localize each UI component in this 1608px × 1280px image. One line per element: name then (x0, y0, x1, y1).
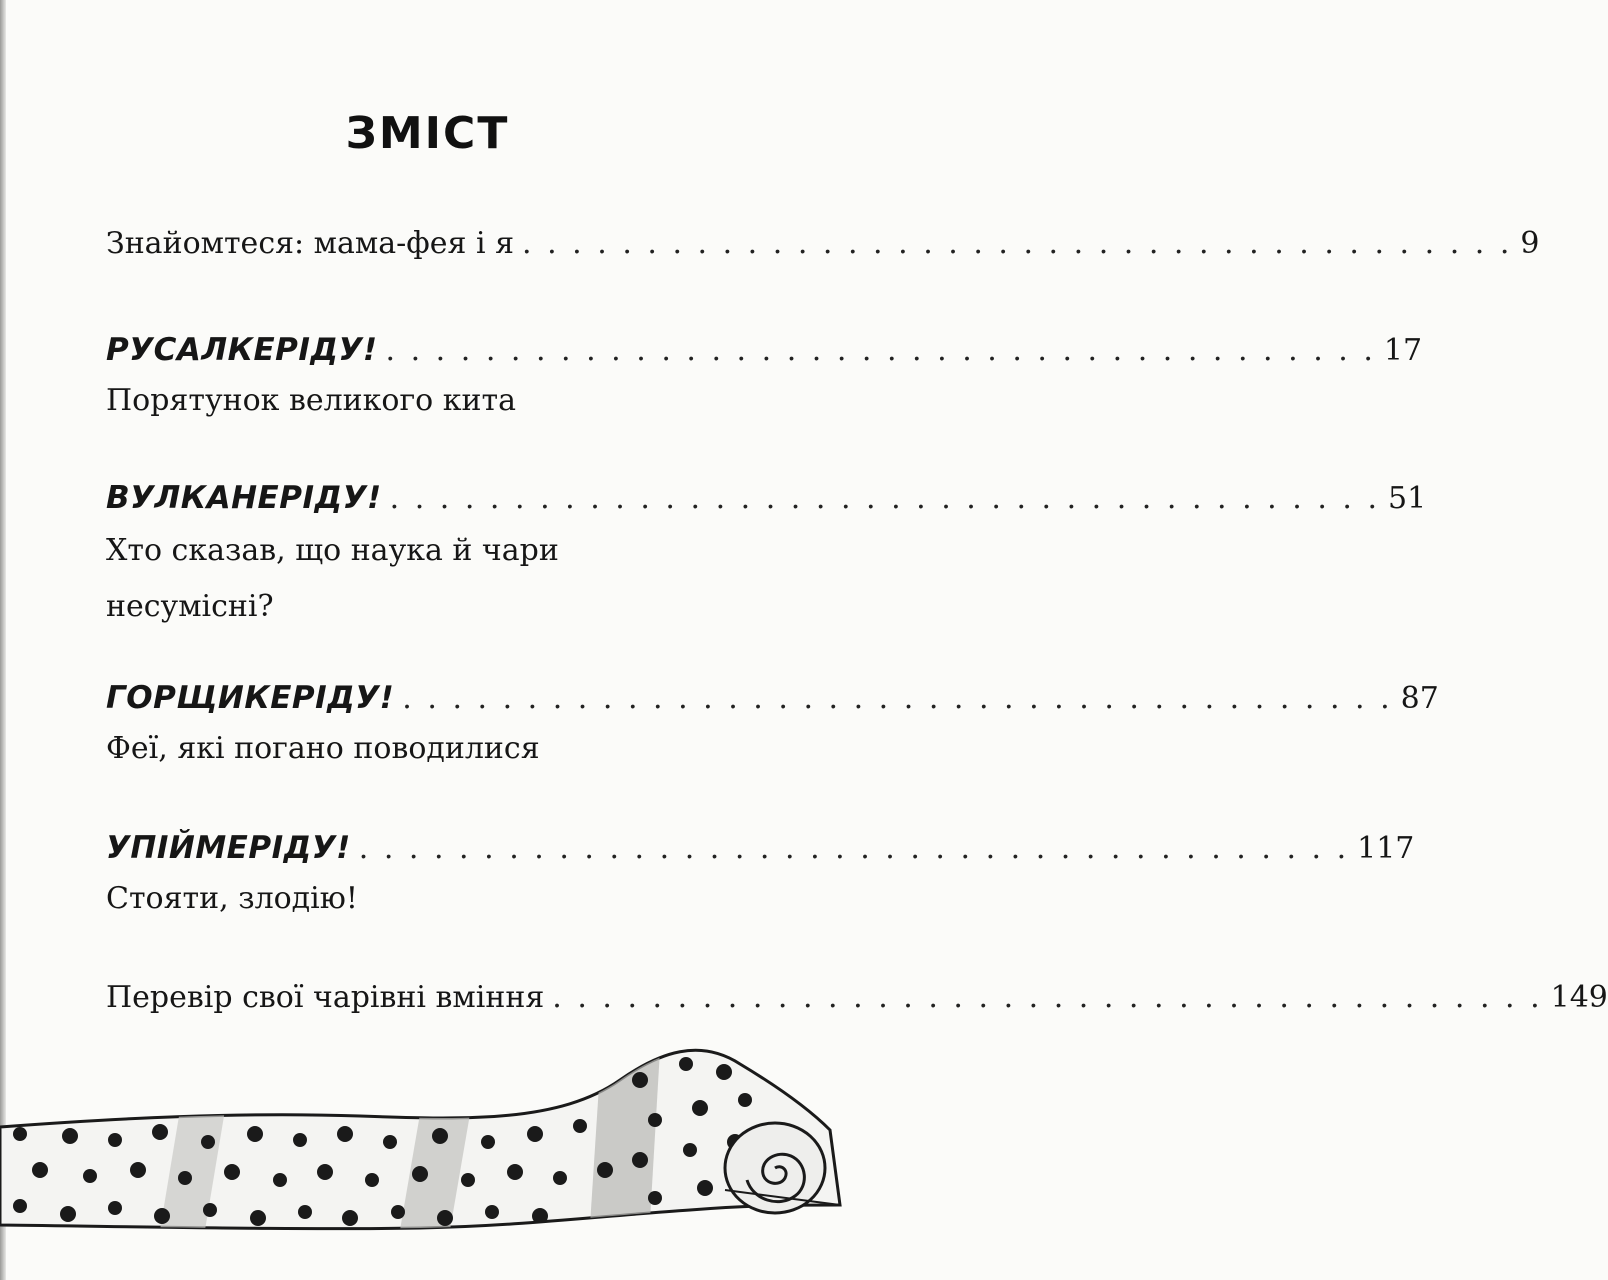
toc-entry-chapter-3[interactable] (106, 678, 1439, 775)
chapter-title: УПІЙМЕРІДУ! (106, 830, 351, 866)
chapter-title: ГОРЩИКЕРІДУ! (106, 680, 395, 716)
polka-dot-ribbon-illustration (0, 1030, 855, 1280)
chapter-title: ВУЛКАНЕРІДУ! (106, 480, 382, 516)
leader-dots: . . . . . . . . . . . . . . . . . . . . . . . . . . . . . . . . . . . . . . . . (522, 226, 1513, 261)
leader-dots: . . . . . . . . . . . . . . . . . . . . . . . . . . . . . . . . . . . . . . . . (552, 980, 1543, 1015)
toc-page-number: 87 (1400, 681, 1439, 716)
toc-entry-label: Знайомтеся: мама-фея і я (106, 226, 515, 261)
toc-page-number: 149 (1550, 980, 1608, 1015)
leader-dots: . . . . . . . . . . . . . . . . . . . . . . . . . . . . . . . . . . . . . . . . (402, 681, 1393, 716)
toc-page-number: 117 (1357, 831, 1415, 866)
chapter-title: РУСАЛКЕРІДУ! (106, 332, 378, 368)
toc-entry-quiz[interactable] (106, 978, 1608, 1018)
chapter-subtitle: Порятунок великого кита (106, 383, 516, 418)
toc-page-number: 51 (1388, 481, 1427, 516)
toc-entry-label: Перевір свої чарівні вміння (106, 980, 545, 1015)
leader-dots: . . . . . . . . . . . . . . . . . . . . . . . . . . . . . . . . . . . . . . . . (389, 481, 1380, 516)
contents-title: ЗМІСТ (345, 108, 510, 159)
toc-entry-chapter-4[interactable] (106, 828, 1415, 925)
toc-entry-chapter-2[interactable] (106, 478, 1427, 635)
leader-dots: . . . . . . . . . . . . . . . . . . . . . . . . . . . . . . . . . . . . . . . . (385, 333, 1376, 368)
toc-entry-intro[interactable] (106, 224, 1540, 264)
chapter-subtitle: Феї, які погано поводилися (106, 731, 540, 766)
chapter-subtitle: Стояти, злодію! (106, 881, 358, 916)
leader-dots: . . . . . . . . . . . . . . . . . . . . . . . . . . . . . . . . . . . . . . . . (358, 831, 1350, 866)
toc-page-number: 17 (1383, 333, 1423, 368)
toc-page-number: 9 (1520, 226, 1540, 261)
chapter-subtitle: Хто сказав, що наука й чари несумісні? (106, 533, 559, 624)
toc-entry-chapter-1[interactable] (106, 330, 1423, 427)
